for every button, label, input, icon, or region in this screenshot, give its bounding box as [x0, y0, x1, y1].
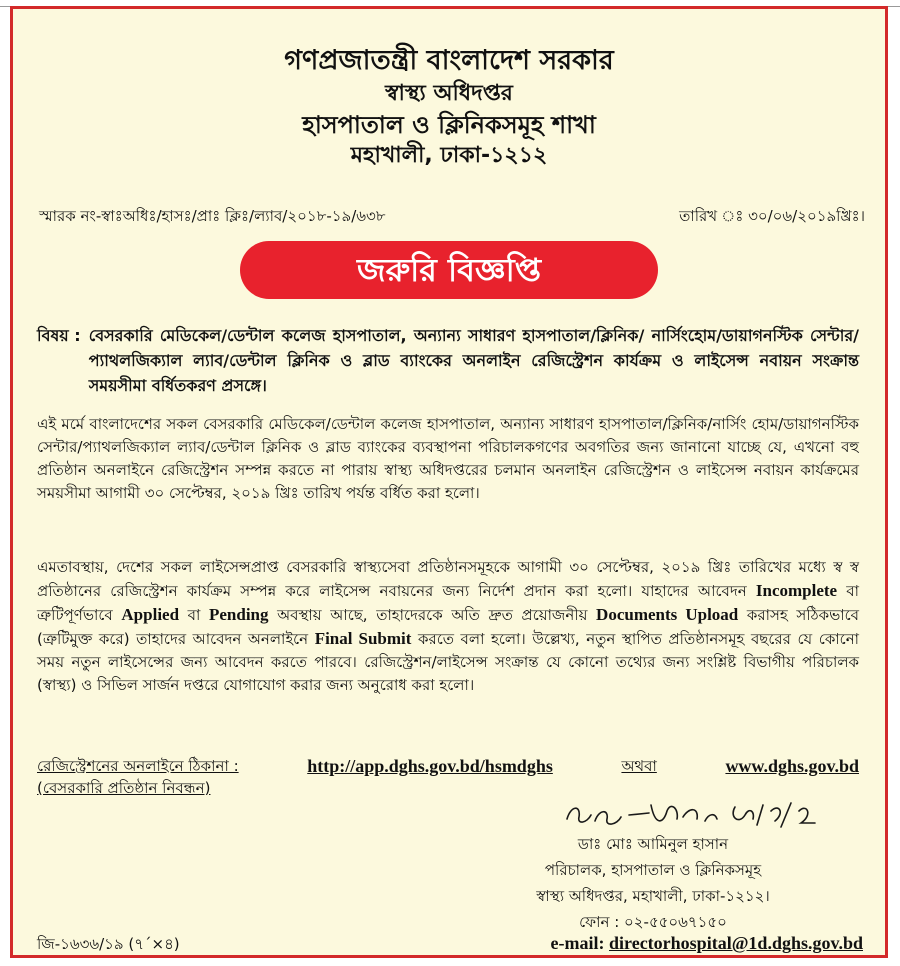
letterhead — [13, 43, 885, 171]
notice-banner — [13, 241, 885, 299]
subject-block — [37, 323, 859, 398]
signatory-office: স্বাস্থ্য অধিদপ্তর, মহাখালী, ঢাকা-১২১২। — [536, 887, 770, 905]
reference-line — [39, 205, 865, 230]
department-title: স্বাস্থ্য অধিদপ্তর — [385, 81, 513, 106]
email-line — [551, 933, 863, 958]
website-subtitle: (বেসরকারি প্রতিষ্ঠান নিবন্ধন) — [37, 779, 211, 797]
p2-text-a: এমতাবস্থায়, দেশের সকল লাইসেন্সপ্রাপ্ত বেসরকারি স্বাস্থ্যসেবা প্রতিষ্ঠানসমূহকে আগামী ৩০ সেপ্টেম্বর, ২০১৯ খ্রিঃ তারিখের মধ্যে স্ব স্ব প্রতিষ্ঠানের রেজিস্ট্রেশন কার্যক্রম সম্পন্ন করে লাইসেন্স নবায়নের জন্য নির্দেশ প্রদান করা হলো। যাহাদের আবেদন — [37, 558, 859, 600]
memo-number: স্মারক নং-স্বাঃঅধিঃ/হাসঃ/প্রাঃ ক্লিঃ/ল্যাব/২০১৮-১৯/৬৩৮ — [39, 207, 386, 225]
website-or: অথবা — [621, 757, 657, 775]
p2-text-d: অবস্থায় আছে, তাহাদেরকে অতি দ্রুত প্রয়োজনীয় — [268, 606, 597, 624]
address-line: মহাখালী, ঢাকা-১২১২ — [350, 143, 548, 168]
p2-incomplete: Incomplete — [755, 581, 838, 600]
paragraph-1: এই মর্মে বাংলাদেশের সকল বেসরকারি মেডিকেল/ডেন্টাল কলেজ হাসপাতাল, অন্যান্য সাধারণ হাসপাতাল/ক্লিনিক/নার্সিং হোম/ডায়াগনস্টিক সেন্টার/প্যাথলজিক্যাল ল্যাব/ডেন্টাল ক্লিনিক ও ব্লাড ব্যাংকের ব্যবস্থাপনা পরিচালকগণের অবগতির জন্য জানানো যাচ্ছে যে, এখনো বহু প্রতিষ্ঠান অনলাইনে রেজিস্ট্রেশন সম্পন্ন করতে না পারায় স্বাস্থ্য অধিদপ্তরের চলমান অনলাইন রেজিস্ট্রেশন ও লাইসেন্স নবায়ন কার্যক্রমের সময়সীমা আগামী ৩০ সেপ্টেম্বর, ২০১৯ খ্রিঃ তারিখ পর্যন্ত বর্ধিত করা হলো। — [37, 415, 859, 502]
branch-title: হাসপাতাল ও ক্লিনিকসমূহ শাখা — [302, 111, 596, 139]
email-label: e-mail: — [550, 933, 605, 953]
govt-title: গণপ্রজাতন্ত্রী বাংলাদেশ সরকার — [284, 45, 614, 76]
notice-date: তারিখ ঃ ৩০/০৬/২০১৯খ্রিঃ। — [679, 207, 865, 225]
p2-text-f: করতে বলা হলো। উল্লেখ্য, নতুন স্থাপিত প্রতিষ্ঠানসমূহ বছরের যে কোনো সময় নতুন লাইসেন্সের জন্য আবেদন করতে পারবে। রেজিস্ট্রেশন/লাইসেন্স সংক্রান্ত যে কোনো তথ্যের জন্য সংশ্লিষ্ট বিভাগীয় পরিচালক (স্বাস্থ্য) ও সিভিল সার্জন দপ্তরে যোগাযোগ করার জন্য অনুরোধ করা হলো। — [37, 630, 859, 694]
p2-documents-upload: Documents Upload — [596, 605, 739, 624]
signatory-name: ডাঃ মোঃ আমিনুল হাসান — [577, 835, 729, 853]
signatory-designation: পরিচালক, হাসপাতাল ও ক্লিনিকসমূহ — [544, 861, 762, 879]
subject-label: বিষয় : — [37, 326, 81, 345]
website-link-2[interactable]: www.dghs.gov.bd — [725, 756, 859, 776]
paragraph-2 — [37, 556, 859, 697]
signatory-phone: ফোন : ০২-৫৫০৬৭১৫০ — [579, 913, 727, 931]
email-address[interactable]: directorhospital@1d.dghs.gov.bd — [609, 933, 863, 953]
website-block — [37, 755, 859, 799]
p2-pending: Pending — [208, 605, 269, 624]
notice-frame — [10, 6, 888, 958]
handwritten-signature — [559, 797, 849, 833]
footer-line — [37, 933, 863, 958]
p2-text-e: করাসহ সঠিকভাবে (ত্রুটিমুক্ত করে) তাহাদের আবেদন অনলাইনে — [37, 606, 860, 648]
ad-code: জি-১৬৩৬/১৯ (৭‌´×৪‌) — [37, 935, 180, 953]
signatory-block — [493, 831, 813, 935]
p2-text-b: বা ত্রুটিপূর্ণভাবে — [37, 582, 859, 624]
website-label: রেজিস্ট্রেশনের অনলাইনে ঠিকানা : — [37, 757, 239, 775]
p2-final-submit: Final Submit — [314, 629, 412, 648]
subject-text: বেসরকারি মেডিকেল/ডেন্টাল কলেজ হাসপাতাল, অন্যান্য সাধারণ হাসপাতাল/ক্লিনিক/ নার্সিংহোম/ডায়াগনস্টিক সেন্টার/প্যাথলজিক্যাল ল্যাব/ডেন্টাল ক্লিনিক ও ব্লাড ব্যাংকের অনলাইন রেজিস্ট্রেশন কার্যক্রম ও লাইসেন্স নবায়ন সংক্রান্ত সময়সীমা বর্ধিতকরণ প্রসঙ্গে। — [88, 326, 859, 395]
p2-text-c: বা — [179, 606, 209, 624]
website-row — [37, 755, 859, 777]
website-link-1[interactable]: http://app.dghs.gov.bd/hsmdghs — [307, 756, 553, 776]
notice-title: জরুরি বিজ্ঞপ্তি — [240, 241, 658, 299]
p2-applied: Applied — [121, 605, 180, 624]
